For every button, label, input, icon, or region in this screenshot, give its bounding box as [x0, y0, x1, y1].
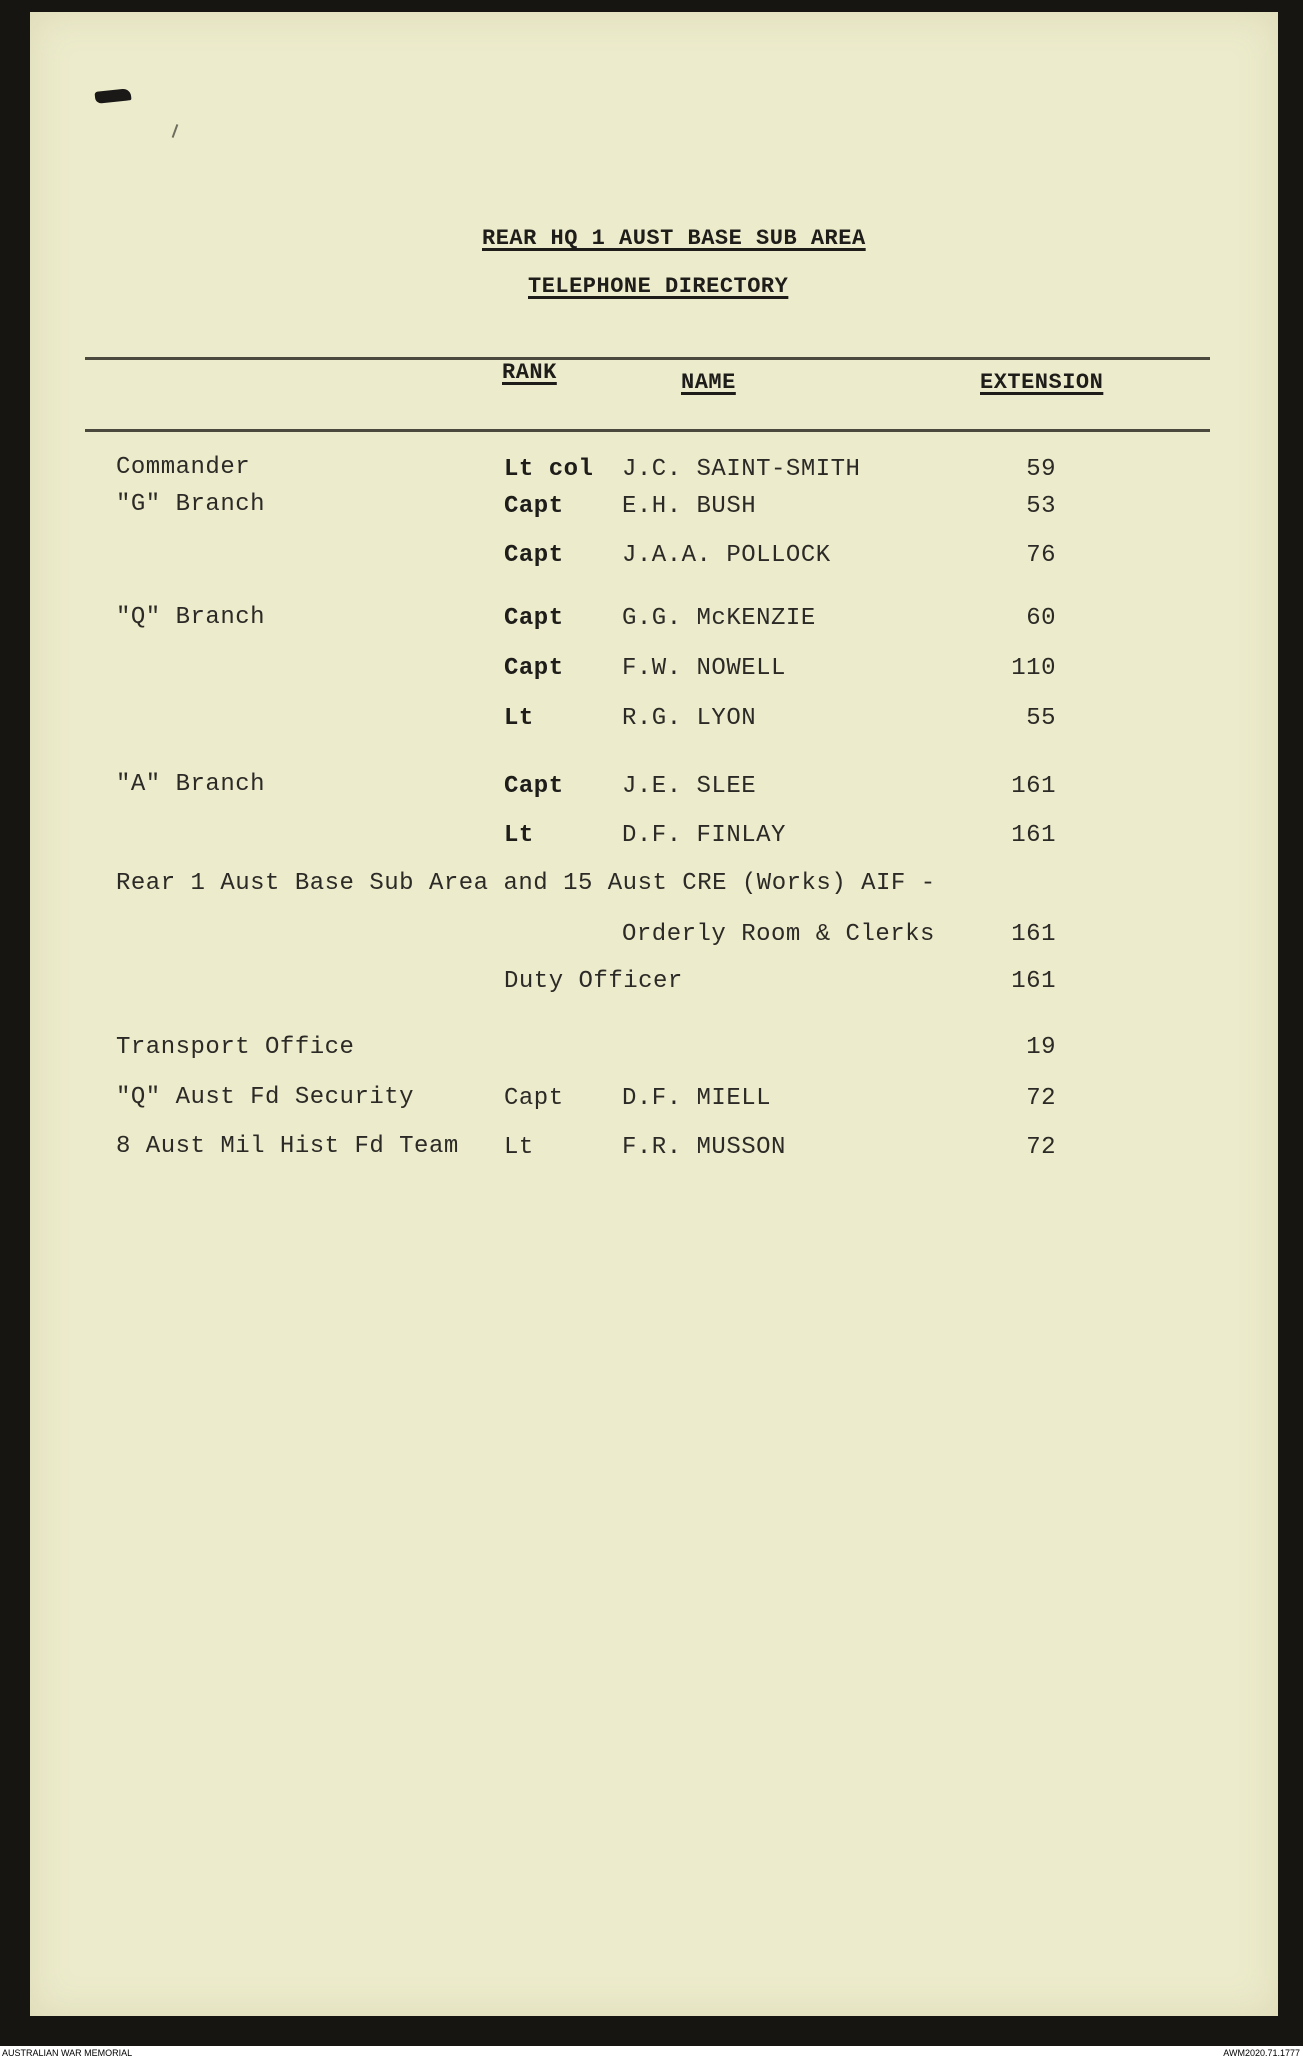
extension-cell: 55 — [1026, 705, 1056, 732]
document-title: REAR HQ 1 AUST BASE SUB AREA — [482, 226, 866, 251]
extension-cell: 60 — [1026, 605, 1056, 632]
rank-cell: Capt — [504, 1085, 564, 1112]
name-cell: D.F. MIELL — [622, 1085, 772, 1112]
column-header-name: NAME — [681, 370, 736, 395]
rank-cell: Capt — [504, 655, 564, 682]
extension-cell: 59 — [1026, 456, 1056, 483]
name-cell: G.G. McKENZIE — [622, 605, 816, 632]
footer-institution: AUSTRALIAN WAR MEMORIAL — [2, 2048, 133, 2058]
rank-cell: Lt — [504, 1134, 534, 1161]
rank-cell: Capt — [504, 542, 564, 569]
extension-cell: 161 — [1011, 773, 1056, 800]
rank-cell: Capt — [504, 493, 564, 520]
extension-cell: 72 — [1026, 1085, 1056, 1112]
archive-footer — [0, 2046, 1303, 2061]
duty-officer-label: Duty Officer — [504, 968, 683, 995]
unit-cell: "Q" Aust Fd Security — [116, 1084, 415, 1111]
name-cell: J.E. SLEE — [622, 773, 757, 800]
ink-speck — [172, 124, 179, 138]
orderly-room-label: Orderly Room & Clerks — [622, 921, 935, 948]
column-header-rank: RANK — [502, 360, 557, 385]
name-cell: F.W. NOWELL — [622, 655, 786, 682]
extension-cell: 53 — [1026, 493, 1056, 520]
extension-cell: 72 — [1026, 1134, 1056, 1161]
extension-cell: 76 — [1026, 542, 1056, 569]
name-cell: R.G. LYON — [622, 705, 757, 732]
unit-cell: Transport Office — [116, 1034, 355, 1061]
name-cell: D.F. FINLAY — [622, 822, 786, 849]
rank-cell: Capt — [504, 605, 564, 632]
unit-cell: "G" Branch — [116, 491, 266, 518]
name-cell: E.H. BUSH — [622, 493, 757, 520]
unit-cell: 8 Aust Mil Hist Fd Team — [116, 1133, 459, 1160]
document-subtitle: TELEPHONE DIRECTORY — [528, 274, 789, 299]
rank-cell: Lt — [504, 705, 534, 732]
unit-cell: Commander — [116, 454, 251, 481]
name-cell: J.C. SAINT-SMITH — [622, 456, 861, 483]
rank-cell: Capt — [504, 773, 564, 800]
extension-cell: 110 — [1011, 655, 1056, 682]
rank-cell: Lt col — [504, 456, 594, 483]
extension-cell: 161 — [1011, 822, 1056, 849]
rank-cell: Lt — [504, 822, 534, 849]
ink-blot — [94, 88, 131, 104]
rear-area-line: Rear 1 Aust Base Sub Area and 15 Aust CRE (Works) AIF - — [116, 870, 936, 897]
column-header-extension: EXTENSION — [980, 370, 1104, 395]
unit-cell: "A" Branch — [116, 771, 266, 798]
extension-cell: 161 — [1011, 968, 1056, 995]
header-rule-top — [85, 357, 1210, 360]
footer-accession-number: AWM2020.71.1777 — [1223, 2048, 1300, 2058]
header-rule-bottom — [85, 429, 1210, 432]
extension-cell: 19 — [1026, 1034, 1056, 1061]
name-cell: F.R. MUSSON — [622, 1134, 786, 1161]
document-page — [30, 12, 1278, 2016]
unit-cell: "Q" Branch — [116, 604, 266, 631]
name-cell: J.A.A. POLLOCK — [622, 542, 831, 569]
extension-cell: 161 — [1011, 921, 1056, 948]
